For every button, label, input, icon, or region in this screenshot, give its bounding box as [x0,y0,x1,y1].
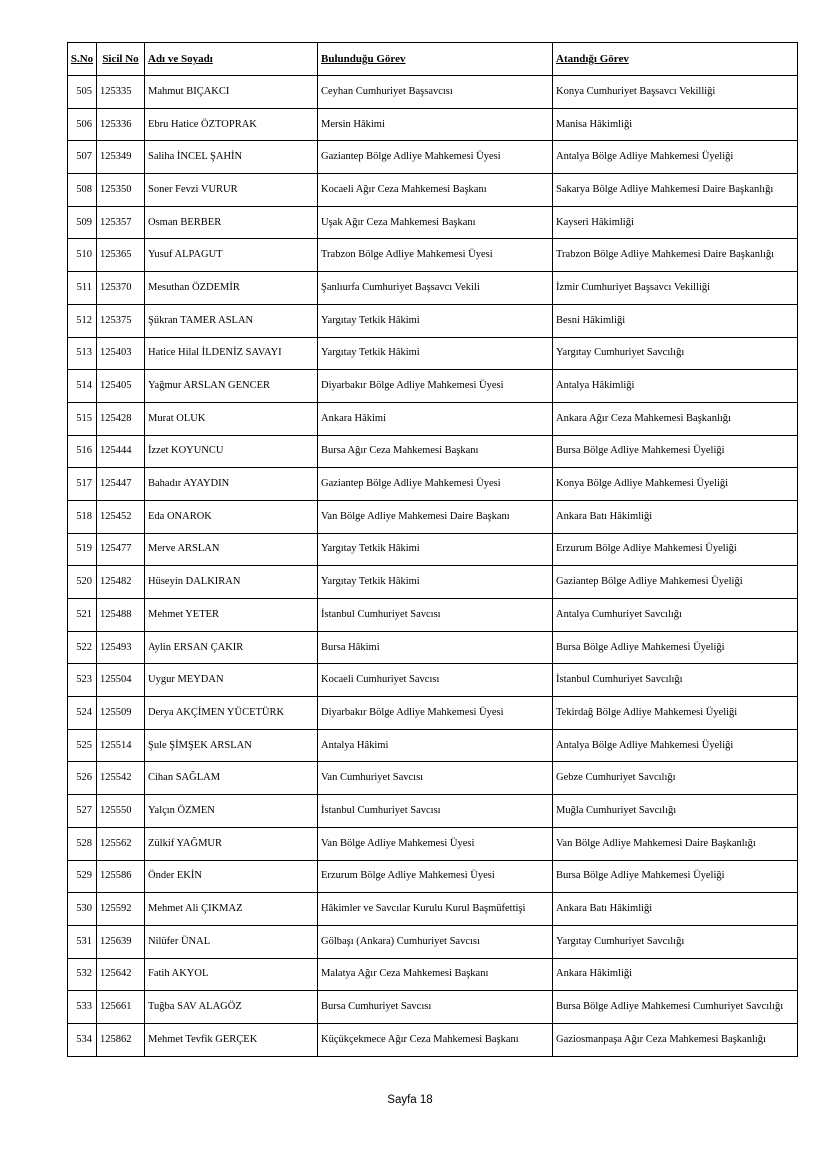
cell-name: Aylin ERSAN ÇAKIR [145,631,318,664]
cell-name: Yalçın ÖZMEN [145,795,318,828]
header-current-position: Bulunduğu Görev [318,43,553,76]
cell-name: Soner Fevzi VURUR [145,174,318,207]
table-header-row [68,43,798,76]
table-row [68,239,798,272]
cell-sicil: 125370 [97,272,145,305]
cell-name: Nilüfer ÜNAL [145,925,318,958]
table-row [68,827,798,860]
cell-assigned-position: Bursa Bölge Adliye Mahkemesi Üyeliği [553,860,798,893]
table-row [68,533,798,566]
cell-name: Yağmur ARSLAN GENCER [145,370,318,403]
cell-assigned-position: Yargıtay Cumhuriyet Savcılığı [553,337,798,370]
cell-name: Eda ONAROK [145,500,318,533]
cell-sicil: 125444 [97,435,145,468]
table-row [68,500,798,533]
cell-name: Şükran TAMER ASLAN [145,304,318,337]
cell-sno: 511 [68,272,97,305]
cell-sno: 525 [68,729,97,762]
cell-assigned-position: Konya Cumhuriyet Başsavcı Vekilliği [553,76,798,109]
table-row [68,566,798,599]
cell-current-position: Bursa Ağır Ceza Mahkemesi Başkanı [318,435,553,468]
cell-assigned-position: Ankara Hâkimliği [553,958,798,991]
cell-sno: 530 [68,893,97,926]
cell-sno: 527 [68,795,97,828]
cell-sicil: 125488 [97,599,145,632]
cell-assigned-position: Bursa Bölge Adliye Mahkemesi Cumhuriyet Savcılığı [553,991,798,1024]
cell-sicil: 125349 [97,141,145,174]
cell-sicil: 125586 [97,860,145,893]
cell-assigned-position: Van Bölge Adliye Mahkemesi Daire Başkanlığı [553,827,798,860]
table-row [68,174,798,207]
table-row [68,762,798,795]
cell-assigned-position: Manisa Hâkimliği [553,108,798,141]
header-assigned-position: Atandığı Görev [553,43,798,76]
cell-name: Zülkif YAĞMUR [145,827,318,860]
table-row [68,958,798,991]
cell-current-position: Malatya Ağır Ceza Mahkemesi Başkanı [318,958,553,991]
assignment-table [67,42,798,1057]
cell-sicil: 125542 [97,762,145,795]
table-row [68,860,798,893]
cell-sicil: 125375 [97,304,145,337]
cell-assigned-position: İzmir Cumhuriyet Başsavcı Vekilliği [553,272,798,305]
cell-sno: 529 [68,860,97,893]
table-row [68,795,798,828]
cell-sicil: 125405 [97,370,145,403]
cell-current-position: Hâkimler ve Savcılar Kurulu Kurul Başmüfettişi [318,893,553,926]
cell-sno: 520 [68,566,97,599]
cell-name: Murat OLUK [145,402,318,435]
table-row [68,664,798,697]
cell-sicil: 125514 [97,729,145,762]
cell-sno: 508 [68,174,97,207]
cell-current-position: Diyarbakır Bölge Adliye Mahkemesi Üyesi [318,697,553,730]
cell-sno: 526 [68,762,97,795]
table-row [68,370,798,403]
cell-sicil: 125403 [97,337,145,370]
cell-sno: 510 [68,239,97,272]
cell-name: Mahmut BIÇAKCI [145,76,318,109]
cell-current-position: Küçükçekmece Ağır Ceza Mahkemesi Başkanı [318,1023,553,1056]
cell-current-position: Şanlıurfa Cumhuriyet Başsavcı Vekili [318,272,553,305]
cell-assigned-position: Antalya Cumhuriyet Savcılığı [553,599,798,632]
cell-sno: 533 [68,991,97,1024]
cell-current-position: Erzurum Bölge Adliye Mahkemesi Üyesi [318,860,553,893]
cell-name: Fatih AKYOL [145,958,318,991]
cell-name: Mehmet YETER [145,599,318,632]
cell-sicil: 125504 [97,664,145,697]
cell-sicil: 125592 [97,893,145,926]
cell-assigned-position: Ankara Ağır Ceza Mahkemesi Başkanlığı [553,402,798,435]
cell-current-position: Yargıtay Tetkik Hâkimi [318,337,553,370]
cell-assigned-position: Tekirdağ Bölge Adliye Mahkemesi Üyeliği [553,697,798,730]
cell-sicil: 125350 [97,174,145,207]
cell-current-position: Trabzon Bölge Adliye Mahkemesi Üyesi [318,239,553,272]
table-row [68,141,798,174]
cell-sno: 524 [68,697,97,730]
cell-name: İzzet KOYUNCU [145,435,318,468]
cell-sno: 517 [68,468,97,501]
cell-sno: 506 [68,108,97,141]
cell-sno: 521 [68,599,97,632]
cell-sno: 534 [68,1023,97,1056]
cell-name: Yusuf ALPAGUT [145,239,318,272]
cell-current-position: Uşak Ağır Ceza Mahkemesi Başkanı [318,206,553,239]
cell-current-position: Yargıtay Tetkik Hâkimi [318,304,553,337]
cell-sno: 522 [68,631,97,664]
cell-assigned-position: Antalya Bölge Adliye Mahkemesi Üyeliği [553,729,798,762]
cell-sno: 515 [68,402,97,435]
cell-assigned-position: Antalya Hâkimliği [553,370,798,403]
cell-sno: 514 [68,370,97,403]
cell-sicil: 125335 [97,76,145,109]
cell-name: Mehmet Tevfik GERÇEK [145,1023,318,1056]
cell-sicil: 125862 [97,1023,145,1056]
cell-assigned-position: Gebze Cumhuriyet Savcılığı [553,762,798,795]
cell-current-position: İstanbul Cumhuriyet Savcısı [318,599,553,632]
cell-sicil: 125357 [97,206,145,239]
table-row [68,337,798,370]
cell-assigned-position: Ankara Batı Hâkimliği [553,500,798,533]
cell-sno: 516 [68,435,97,468]
cell-current-position: Bursa Hâkimi [318,631,553,664]
cell-name: Uygur MEYDAN [145,664,318,697]
cell-name: Şule ŞİMŞEK ARSLAN [145,729,318,762]
cell-assigned-position: Gaziantep Bölge Adliye Mahkemesi Üyeliği [553,566,798,599]
cell-sicil: 125428 [97,402,145,435]
cell-current-position: Bursa Cumhuriyet Savcısı [318,991,553,1024]
cell-assigned-position: Besni Hâkimliği [553,304,798,337]
cell-name: Tuğba SAV ALAGÖZ [145,991,318,1024]
cell-current-position: Yargıtay Tetkik Hâkimi [318,533,553,566]
cell-name: Saliha İNCEL ŞAHİN [145,141,318,174]
table-row [68,272,798,305]
cell-sno: 505 [68,76,97,109]
cell-current-position: Ankara Hâkimi [318,402,553,435]
table-row [68,697,798,730]
cell-current-position: Mersin Hâkimi [318,108,553,141]
cell-name: Osman BERBER [145,206,318,239]
cell-sno: 512 [68,304,97,337]
cell-current-position: Antalya Hâkimi [318,729,553,762]
table-row [68,402,798,435]
cell-sicil: 125550 [97,795,145,828]
table-row [68,893,798,926]
cell-assigned-position: Bursa Bölge Adliye Mahkemesi Üyeliği [553,435,798,468]
cell-sicil: 125452 [97,500,145,533]
cell-sno: 519 [68,533,97,566]
table-row [68,206,798,239]
cell-assigned-position: Muğla Cumhuriyet Savcılığı [553,795,798,828]
table-row [68,468,798,501]
table-row [68,599,798,632]
table-row [68,76,798,109]
cell-sno: 509 [68,206,97,239]
cell-name: Hüseyin DALKIRAN [145,566,318,599]
cell-current-position: Diyarbakır Bölge Adliye Mahkemesi Üyesi [318,370,553,403]
cell-current-position: Ceyhan Cumhuriyet Başsavcısı [318,76,553,109]
cell-assigned-position: Yargıtay Cumhuriyet Savcılığı [553,925,798,958]
cell-name: Mehmet Ali ÇIKMAZ [145,893,318,926]
table-row [68,304,798,337]
cell-sicil: 125661 [97,991,145,1024]
table-row [68,631,798,664]
cell-sicil: 125365 [97,239,145,272]
cell-sno: 532 [68,958,97,991]
page-number: Sayfa 18 [387,1094,433,1106]
cell-assigned-position: Bursa Bölge Adliye Mahkemesi Üyeliği [553,631,798,664]
cell-sicil: 125477 [97,533,145,566]
cell-name: Derya AKÇİMEN YÜCETÜRK [145,697,318,730]
cell-name: Mesuthan ÖZDEMİR [145,272,318,305]
cell-current-position: Kocaeli Cumhuriyet Savcısı [318,664,553,697]
cell-assigned-position: Sakarya Bölge Adliye Mahkemesi Daire Başkanlığı [553,174,798,207]
cell-assigned-position: Konya Bölge Adliye Mahkemesi Üyeliği [553,468,798,501]
table-row [68,435,798,468]
cell-current-position: Van Bölge Adliye Mahkemesi Daire Başkanı [318,500,553,533]
cell-name: Ebru Hatice ÖZTOPRAK [145,108,318,141]
cell-sicil: 125482 [97,566,145,599]
cell-name: Önder EKİN [145,860,318,893]
cell-name: Hatice Hilal İLDENİZ SAVAYI [145,337,318,370]
cell-name: Bahadır AYAYDIN [145,468,318,501]
cell-current-position: Gaziantep Bölge Adliye Mahkemesi Üyesi [318,141,553,174]
cell-current-position: Van Bölge Adliye Mahkemesi Üyesi [318,827,553,860]
cell-sicil: 125336 [97,108,145,141]
cell-current-position: Van Cumhuriyet Savcısı [318,762,553,795]
cell-sicil: 125447 [97,468,145,501]
cell-assigned-position: Kayseri Hâkimliği [553,206,798,239]
table-row [68,991,798,1024]
cell-sicil: 125493 [97,631,145,664]
cell-assigned-position: Erzurum Bölge Adliye Mahkemesi Üyeliği [553,533,798,566]
table-row [68,925,798,958]
table-row [68,108,798,141]
header-sno: S.No [68,43,97,76]
cell-sno: 531 [68,925,97,958]
cell-sicil: 125642 [97,958,145,991]
header-sicil: Sicil No [97,43,145,76]
cell-assigned-position: Ankara Batı Hâkimliği [553,893,798,926]
table-row [68,1023,798,1056]
cell-assigned-position: Gaziosmanpaşa Ağır Ceza Mahkemesi Başkanlığı [553,1023,798,1056]
table-body [68,76,798,1057]
cell-sno: 518 [68,500,97,533]
cell-current-position: Gölbaşı (Ankara) Cumhuriyet Savcısı [318,925,553,958]
header-name: Adı ve Soyadı [145,43,318,76]
cell-current-position: Yargıtay Tetkik Hâkimi [318,566,553,599]
cell-sicil: 125509 [97,697,145,730]
cell-current-position: Kocaeli Ağır Ceza Mahkemesi Başkanı [318,174,553,207]
table-row [68,729,798,762]
cell-sno: 513 [68,337,97,370]
cell-sno: 523 [68,664,97,697]
cell-name: Cihan SAĞLAM [145,762,318,795]
cell-current-position: İstanbul Cumhuriyet Savcısı [318,795,553,828]
cell-assigned-position: İstanbul Cumhuriyet Savcılığı [553,664,798,697]
cell-name: Merve ARSLAN [145,533,318,566]
cell-sicil: 125639 [97,925,145,958]
cell-current-position: Gaziantep Bölge Adliye Mahkemesi Üyesi [318,468,553,501]
cell-assigned-position: Trabzon Bölge Adliye Mahkemesi Daire Başkanlığı [553,239,798,272]
cell-assigned-position: Antalya Bölge Adliye Mahkemesi Üyeliği [553,141,798,174]
cell-sno: 507 [68,141,97,174]
cell-sicil: 125562 [97,827,145,860]
cell-sno: 528 [68,827,97,860]
